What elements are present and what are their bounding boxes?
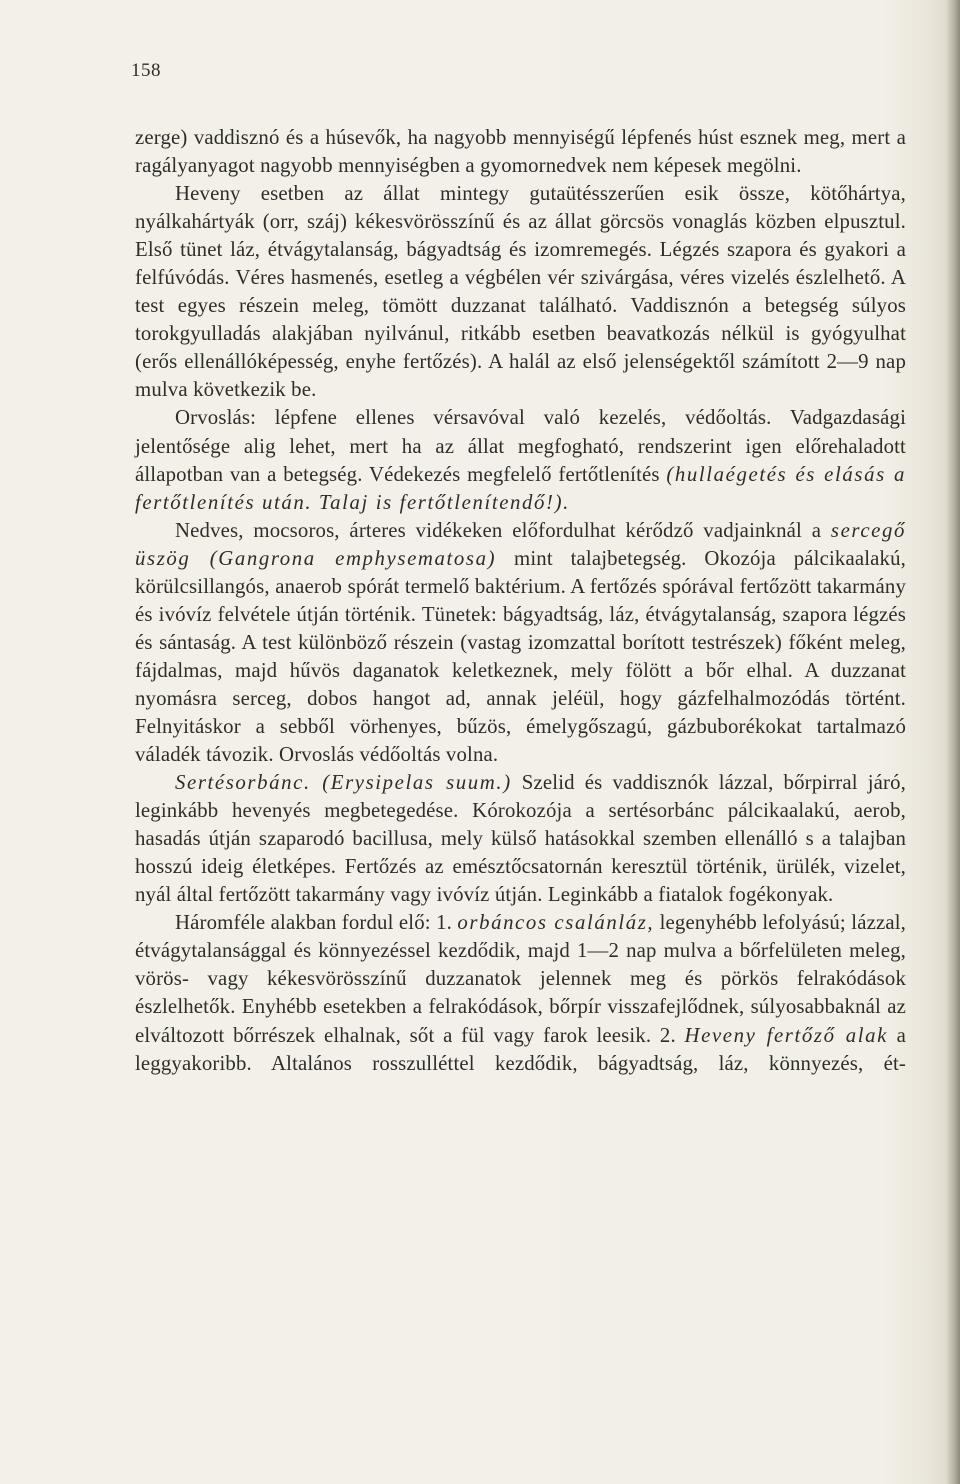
text-segment: Orvoslás: lépfene ellenes vérsavóval való kezelés, védőoltás. Vadgazdasági jelentősége alig lehet, mert ha az állat megfogható, rendszerint igen előrehaladott állapotban van a betegség. Védekezés megfelelő fertőtlenítés	[135, 406, 906, 486]
paragraph	[135, 909, 906, 1077]
text-segment: zerge) vaddisznó és a húsevők, ha nagyobb mennyiségű lépfenés húst esznek meg, mert a ragályanyagot nagyobb mennyiségben a gyomornedvek nem képesek megölni.	[135, 126, 906, 178]
text-segment: Heveny esetben az állat mintegy gutaütésszerűen esik össze, kötőhártya, nyálkahártyák (orr, száj) kékesvörösszínű és az állat görcsös vonaglás közben elpusztul. Első tünet láz, étvágytalanság, bágyadtság és izomremegés. Légzés szapora és gyakori a felfúvódás. Véres hasmenés, esetleg a végbélen vér szivárgása, véres vizelés észlelhető. A test egyes részein meleg, tömött duzzanat található. Vaddisznón a betegség súlyos torokgyulladás alakjában nyilvánul, ritkább esetben beavatkozás nélkül is gyógyulhat (erős ellenállóképesség, enyhe fertőzés). A halál az első jelenségektől számított 2—9 nap mulva következik be.	[135, 182, 906, 402]
text-segment: Háromféle alakban fordul elő: 1.	[175, 911, 458, 935]
italic-text-segment: Sertésorbánc. (Erysipelas suum.)	[175, 771, 512, 795]
page-number: 158	[131, 60, 161, 81]
text-segment: legenyhébb lefolyású; lázzal, étvágytalansággal és könnyezéssel kezdődik, majd 1—2 nap mulva a bőrfelületen meleg, vörös- vagy kékesvörösszínű duzzanatok jelennek meg és pörkös felrakódások észlelhetők. Enyhébb esetekben a felrakódások, bőrpír visszafejlődnek, súlyosabbaknál az elváltozott bőrrészek elhalnak, sőt a fül vagy farok leesik. 2.	[135, 911, 906, 1047]
page-edge-shadow	[946, 0, 960, 1484]
text-segment: a leggyakoribb. Altalános rosszulléttel kezdődik, bágyadtság, láz, könnyezés, ét-	[135, 1023, 906, 1075]
body-text	[135, 124, 906, 1078]
italic-text-segment: (hullaégetés és elásás a fertőtlenítés után. Talaj is fertőtlenítendő!).	[135, 462, 906, 514]
text-segment: mint talajbetegség. Okozója pálcikaalakú, körülcsillangós, anaerob spórát termelő baktérium. A fertőzés spórával fertőzött takarmány és ivóvíz felvétele útján történik. Tünetek: bágyadtság, láz, étvágytalanság, szapora légzés és sántaság. A test különböző részein (vastag izomzattal borított testrészek) főként meleg, fájdalmas, majd hűvös daganatok keletkeznek, mely fölött a bőr elhal. A duzzanat nyomásra serceg, dobos hangot ad, annak jeléül, hogy gázfelhalmozódás történt. Felnyitáskor a sebből vörhenyes, bűzös, émelygőszagú, gázbuborékokat tartalmazó váladék távozik. Orvoslás védőoltás volna.	[135, 546, 906, 767]
paragraph	[135, 769, 906, 909]
text-segment: Szelid és vaddisznók lázzal, bőrpirral járó, leginkább hevenyés megbetegedése. Kórokozója a sertésorbánc pálcikaalakú, aerob, hasadás útján szaparodó bacillusa, mely külső hatásokkal szemben ellenálló s a talajban hosszú ideig életképes. Fertőzés az emésztőcsatornán keresztül történik, ürülék, vizelet, nyál által fertőzött takarmány vagy ivóvíz útján. Leginkább a fiatalok fogékonyak.	[135, 771, 906, 907]
paragraph	[135, 180, 906, 404]
paragraph	[135, 517, 906, 769]
paragraph	[135, 124, 906, 180]
italic-text-segment: Heveny fertőző alak	[684, 1023, 888, 1047]
italic-text-segment: sercegő üszög (Gangrona emphysematosa)	[135, 518, 906, 570]
text-segment: Nedves, mocsoros, árteres vidékeken előfordulhat kérődző vadjainknál a	[175, 518, 831, 542]
paragraph	[135, 404, 906, 516]
italic-text-segment: orbáncos csalánláz,	[457, 911, 655, 935]
